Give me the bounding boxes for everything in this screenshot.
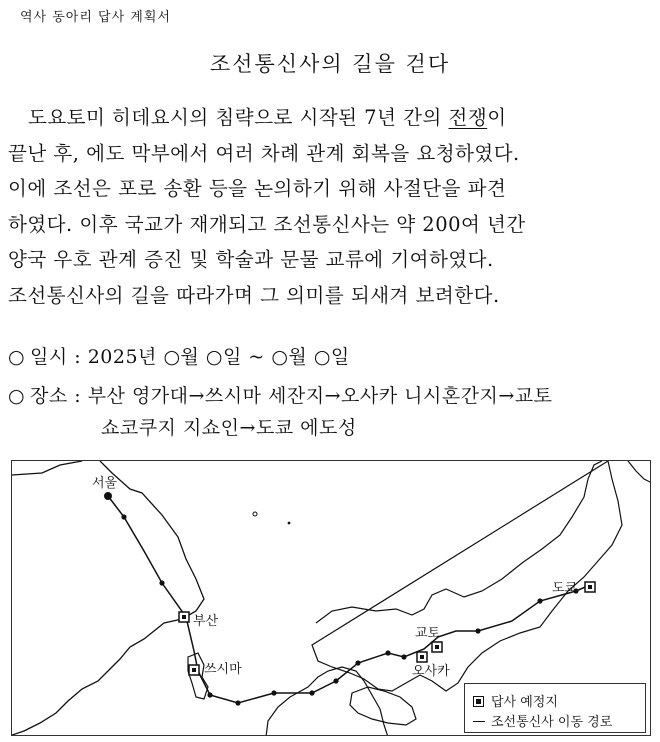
route-dot <box>121 514 126 519</box>
korea-coastline <box>12 461 204 735</box>
route-line-icon <box>473 721 485 722</box>
planned-site-marker-tokyo <box>585 582 595 592</box>
route-dot <box>235 700 240 705</box>
route-dot <box>475 628 480 633</box>
intro-line: 하였다. 이후 국교가 재개되고 조선통신사는 약 200여 년간 <box>8 212 526 236</box>
label-seoul: 서울 <box>92 476 118 491</box>
intro-line-text: 이 <box>487 106 507 129</box>
bullet-circle: ○ <box>8 346 26 368</box>
planned-site-marker-busan <box>179 612 189 622</box>
route-dot <box>401 654 406 659</box>
document-title: 조선통신사의 길을 걷다 <box>209 52 451 76</box>
route-dot <box>309 690 314 695</box>
route-point-seoul <box>104 492 112 500</box>
document-header-label: 역사 동아리 답사 계획서 <box>20 10 171 25</box>
planned-site-marker-osaka <box>417 652 427 662</box>
route-dot <box>537 598 542 603</box>
schedule-label: 일시 : <box>30 346 82 368</box>
legend-route-label: 조선통신사 이동 경로 <box>491 715 613 730</box>
intro-line: 이에 조선은 포로 송환 등을 논의하기 위해 사절단을 파견 <box>8 177 507 200</box>
planned-site-marker-kyoto <box>432 642 442 652</box>
schedule-value: 2025년 ○월 ○일 ~ ○월 ○일 <box>87 346 350 368</box>
legend-route <box>473 711 612 730</box>
route-dot <box>271 690 276 695</box>
planned-site-marker-tsushima <box>189 665 199 675</box>
small-island <box>253 512 257 516</box>
label-tsushima: 쓰시마 <box>204 662 242 677</box>
route-dot <box>355 660 360 665</box>
place-value-line1: 부산 영가대→쓰시마 세잔지→오사카 니시혼간지→교토 <box>87 385 553 407</box>
label-kyoto: 교토 <box>415 626 441 641</box>
planned-site-square-icon <box>473 696 484 707</box>
intro-paragraph <box>8 100 653 313</box>
map-legend <box>464 683 646 733</box>
legend-planned-site <box>473 691 558 710</box>
hokkaido-edge <box>628 461 651 483</box>
underlined-word-war: 전쟁 <box>448 106 488 129</box>
label-busan: 부산 <box>193 614 219 629</box>
intro-line: 끝난 후, 에도 막부에서 여러 차례 관계 회복을 요청하였다. <box>8 141 520 165</box>
small-island <box>288 522 291 525</box>
envoy-route-line <box>108 496 590 703</box>
route-dot <box>385 650 390 655</box>
legend-planned-site-label: 답사 예정지 <box>491 695 558 710</box>
honshu-coastline <box>312 461 622 691</box>
intro-line-text: 도요토미 히데요시의 침략으로 시작된 7년 간의 <box>28 106 449 129</box>
label-tokyo: 도쿄 <box>552 581 578 596</box>
intro-line: 조선통신사의 길을 따라가며 그 의미를 되새겨 보려한다. <box>8 283 500 307</box>
place-label: 장소 : <box>30 385 82 407</box>
route-dot <box>207 692 212 697</box>
route-dot <box>333 678 338 683</box>
place-item <box>8 380 658 444</box>
route-dot <box>159 580 164 585</box>
place-value-line2: 쇼코쿠지 지쇼인→도쿄 에도성 <box>101 417 357 439</box>
intro-line <box>8 100 653 136</box>
kyushu-coastline <box>266 667 388 736</box>
bullet-circle: ○ <box>8 385 26 407</box>
intro-line: 양국 우호 관계 증진 및 학술과 문물 교류에 기여하였다. <box>8 248 494 271</box>
label-osaka: 오사카 <box>412 664 450 679</box>
schedule-item <box>8 341 350 373</box>
